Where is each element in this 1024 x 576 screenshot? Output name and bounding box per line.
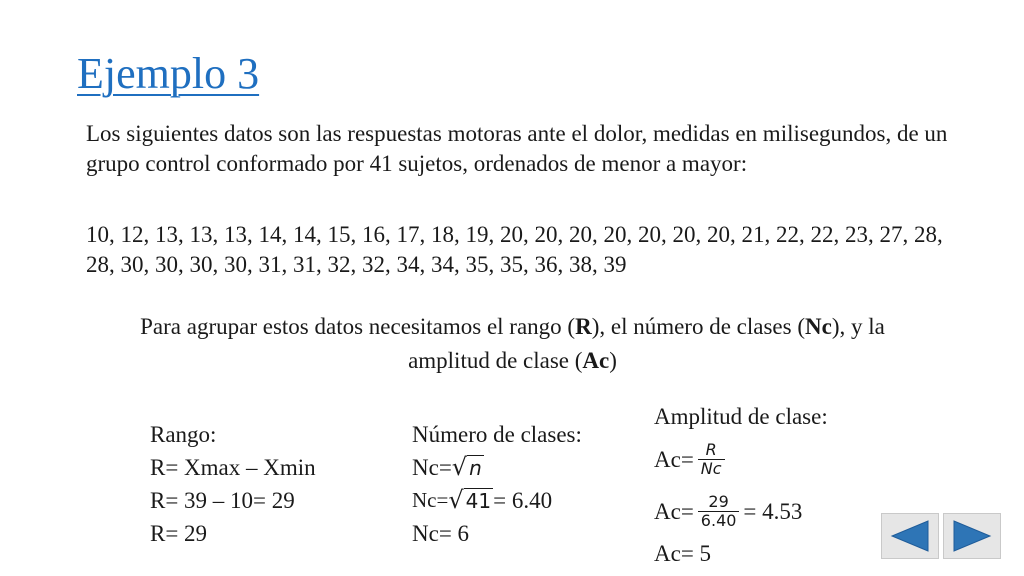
fraction-numerator: 29: [708, 491, 729, 511]
fraction-r-over-nc: [698, 441, 725, 478]
classes-calc-radicand: 41: [465, 489, 492, 513]
intro-paragraph: Los siguientes datos son las respuestas motoras ante el dolor, medidas en milisegundos, de un grupo control conformado por 41 sujetos, ordenados de menor a mayor:: [86, 121, 948, 176]
classes-calc-suffix: = 6.40: [493, 488, 553, 513]
range-calc: R= 39 – 10= 29: [150, 488, 295, 513]
classes-formula-var: n: [469, 456, 482, 480]
classes-calc: [412, 484, 582, 517]
needs-text-4: ): [609, 348, 617, 373]
sqrt-41: [448, 488, 493, 513]
range-formula: R= Xmax – Xmin: [150, 455, 316, 480]
needs-nc-bold: Nc: [805, 314, 832, 339]
classes-formula-prefix: Nc=: [412, 455, 452, 480]
needs-statement: [140, 310, 885, 378]
sqrt-icon: √: [448, 486, 464, 514]
amplitude-section: [654, 400, 828, 570]
classes-formula: [412, 451, 582, 484]
amplitude-calc: [654, 485, 828, 537]
fraction-numerator: R: [705, 439, 717, 459]
amplitude-calc-suffix: = 4.53: [743, 498, 803, 524]
range-result: R= 29: [150, 521, 208, 546]
range-heading: Rango:: [150, 422, 217, 447]
fraction-denominator: 6.40: [698, 511, 740, 530]
classes-calc-prefix: Nc=: [412, 488, 449, 512]
sqrt-icon: √: [451, 453, 468, 481]
classes-section: [412, 418, 582, 550]
triangle-left-icon: [888, 518, 932, 554]
triangle-right-icon: [950, 518, 994, 554]
amplitude-formula: [654, 433, 828, 485]
amplitude-heading: Amplitud de clase:: [654, 404, 828, 429]
slide-title: Ejemplo 3: [77, 49, 260, 98]
needs-text-2: ), el número de clases (: [591, 314, 806, 339]
classes-result: Nc= 6: [412, 521, 470, 546]
amplitude-formula-prefix: Ac=: [654, 446, 694, 472]
data-values: 10, 12, 13, 13, 13, 14, 14, 15, 16, 17, 18, 19, 20, 20, 20, 20, 20, 20, 20, 21, 22, 22, 23, 27, 28, 28, 30, 30, 30, 30, 31, 31, 32, 32, 34, 34, 35, 35, 36, 38, 39: [86, 222, 943, 277]
fraction-29-over-640: [698, 493, 740, 530]
needs-text-3: ), y la amplitud de clase (: [408, 314, 885, 373]
needs-r-bold: R: [575, 314, 592, 339]
classes-heading: Número de clases:: [412, 422, 582, 447]
previous-slide-button[interactable]: [881, 513, 939, 559]
sqrt-n: [452, 455, 484, 480]
next-slide-button[interactable]: [943, 513, 1001, 559]
needs-ac-bold: Ac: [582, 348, 610, 373]
needs-text-1: Para agrupar estos datos necesitamos el rango (: [140, 314, 576, 339]
amplitude-result: Ac= 5: [654, 541, 712, 566]
amplitude-calc-prefix: Ac=: [654, 498, 694, 524]
fraction-denominator: Nc: [698, 459, 725, 478]
range-section: [150, 418, 316, 550]
